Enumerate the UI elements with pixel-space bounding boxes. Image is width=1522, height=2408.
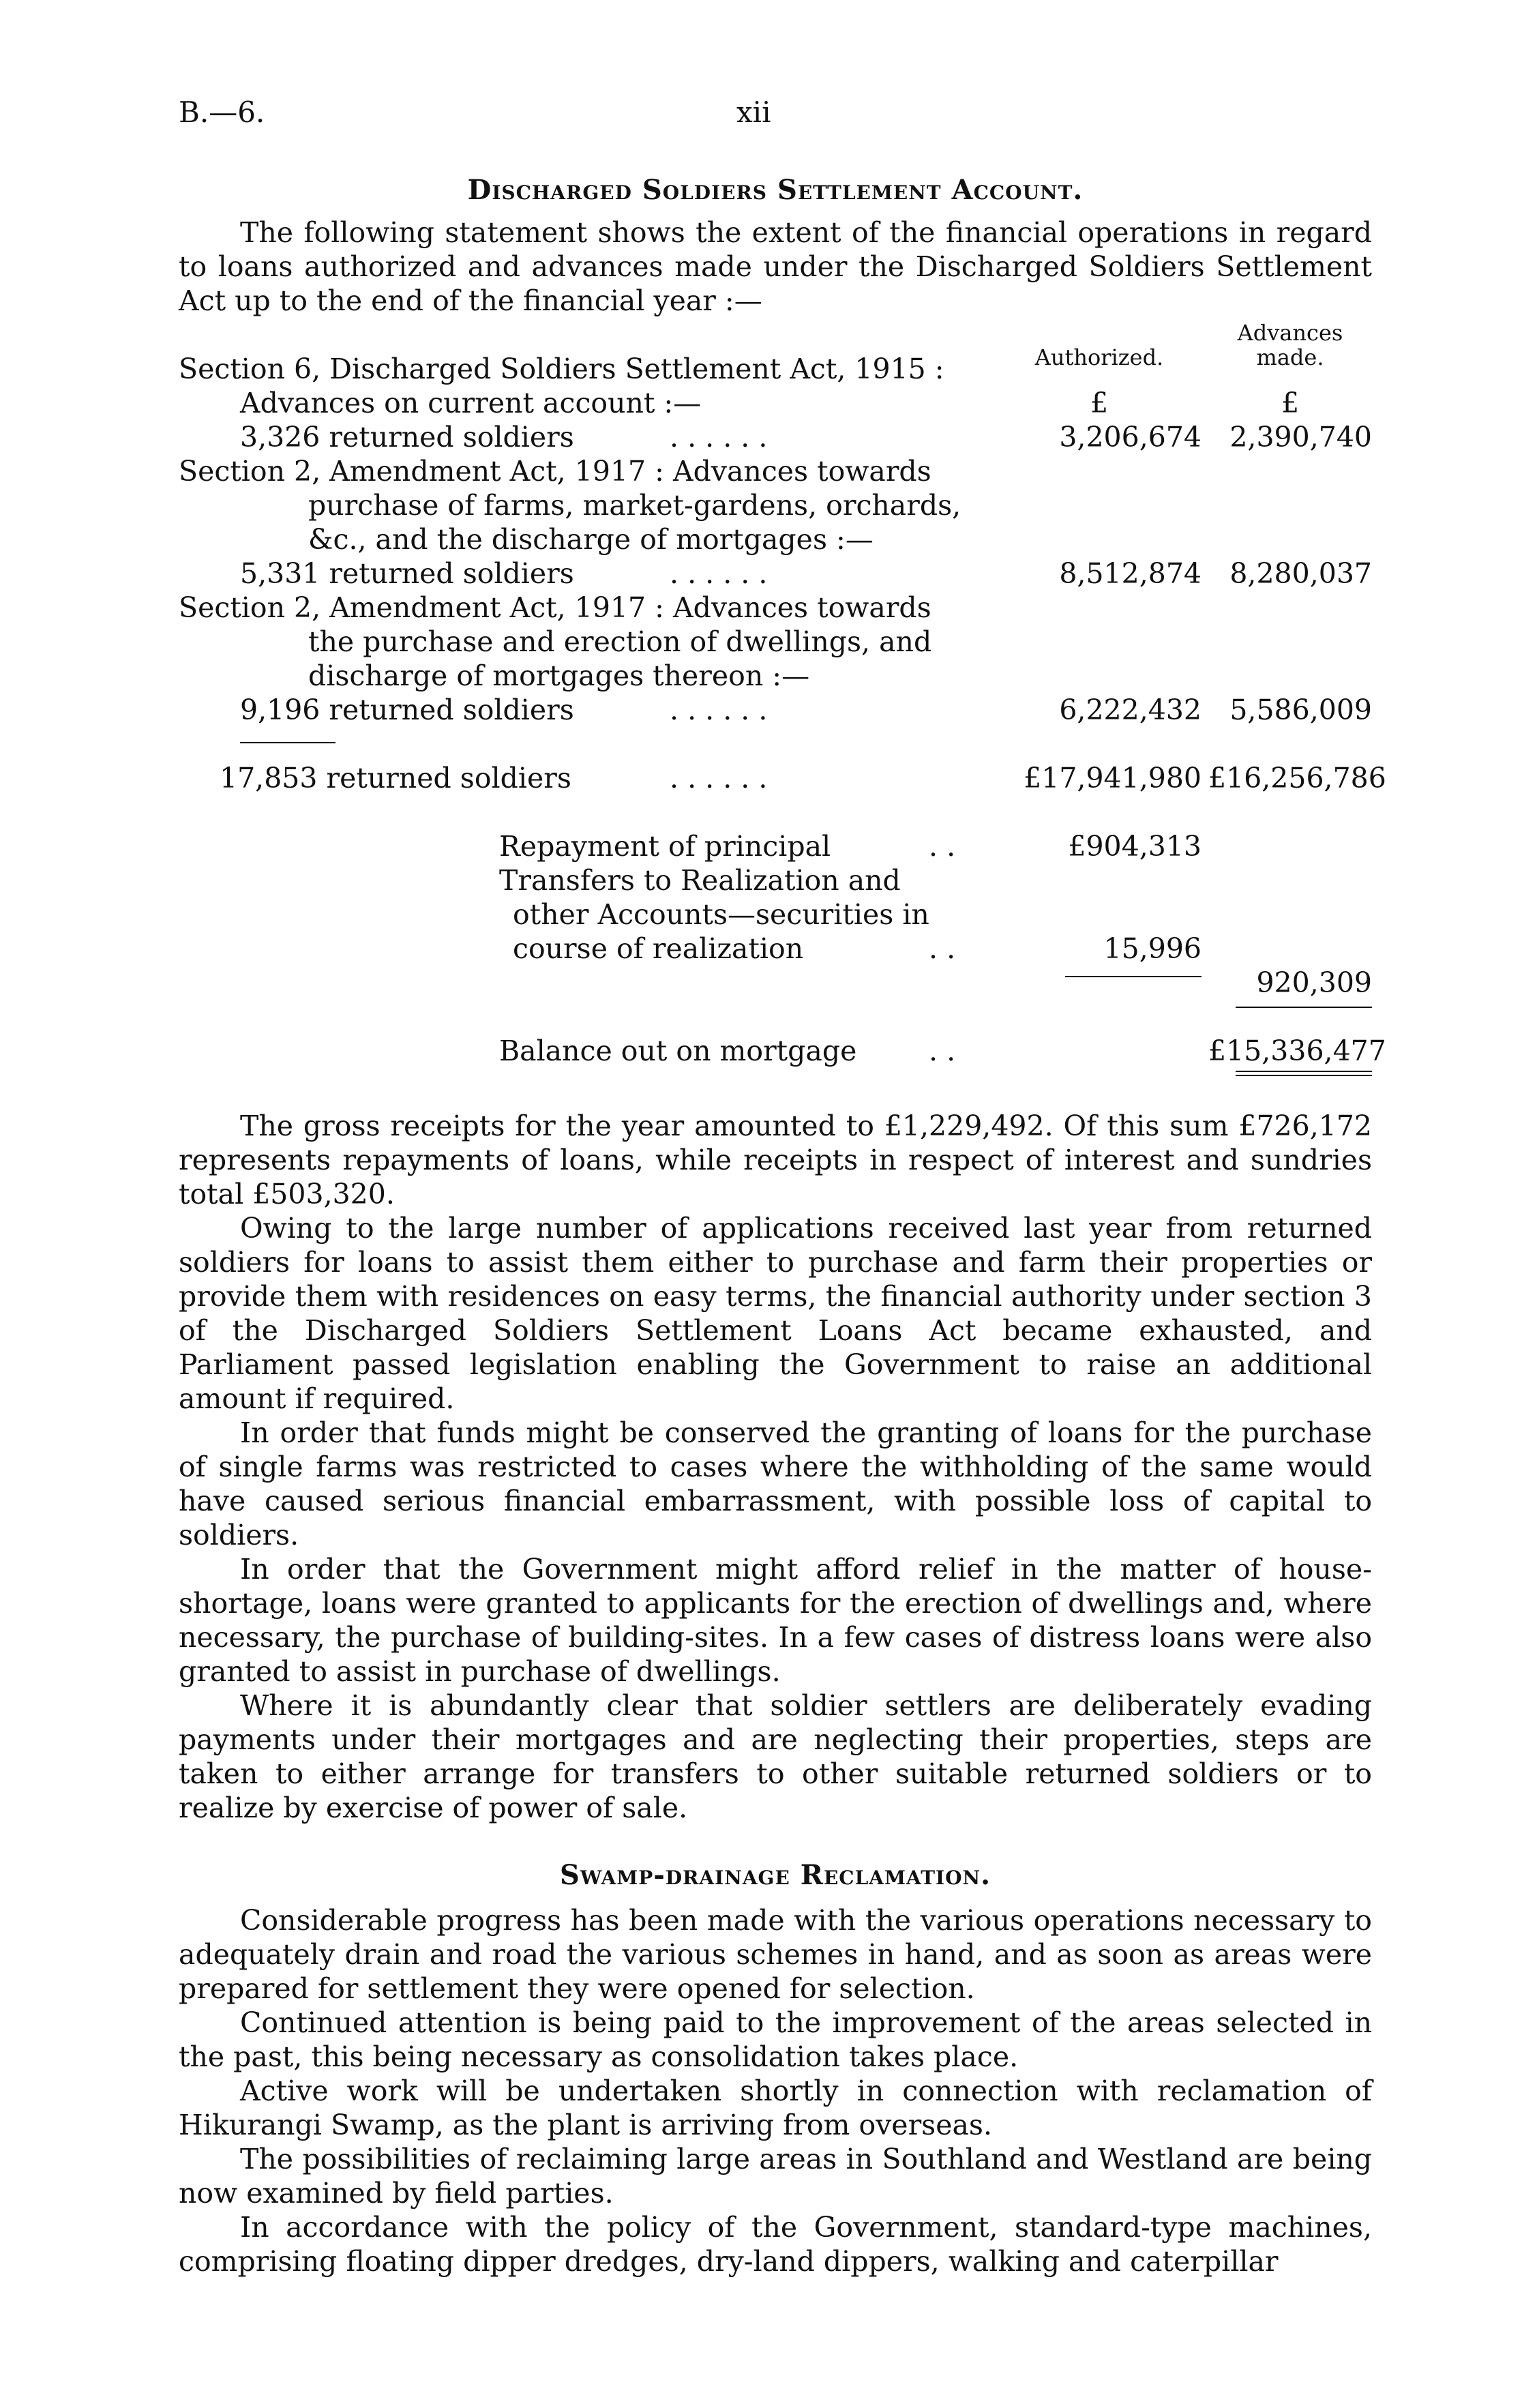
sec6-line1: Section 6, Discharged Soldiers Settlement Act, 1915 : — [179, 353, 944, 385]
currency-mark-authorized: £ — [1090, 387, 1109, 419]
sec2a-line1: Section 2, Amendment Act, 1917 : Advances towards — [179, 455, 931, 488]
transfers-line3: course of realization — [513, 932, 804, 965]
paragraph: Owing to the large number of applications received last year from returned soldiers for loans to assist them either to purchase and farm their properties or provide them with residences on easy terms, the financial authority under section 3 of the Discharged Soldiers Settlement Loans Act became exhausted, and Parliament passed legislation enabling the Government to raise an additional amount if required. — [179, 1212, 1372, 1415]
paragraph: Considerable progress has been made with the various operations necessary to adequately drain and road the various schemes in hand, and as soon as areas were prepared for settlement they were opened for selection. — [179, 1904, 1372, 2005]
total-advances: £16,256,786 — [1208, 762, 1386, 794]
sec6-soldiers: 3,326 returned soldiers — [240, 421, 574, 454]
paragraph: The possibilities of reclaiming large areas in Southland and Westland are being now examined by field parties. — [179, 2143, 1372, 2210]
col-advances-heading-1: Advances — [1237, 320, 1343, 346]
sec2a-soldiers: 5,331 returned soldiers — [240, 557, 574, 590]
account-intro: The following statement shows the extent of the financial operations in regard to loans authorized and advances made under the Discharged Soldiers Settlement Act up to the end of the financial year :— — [179, 216, 1372, 317]
balance-row — [179, 1034, 1386, 1109]
leader-dots: . . . . . . — [670, 694, 768, 726]
repayment-label: Repayment of principal — [499, 830, 831, 863]
sec6-advances: 2,390,740 — [1229, 421, 1372, 454]
balance-value: £15,336,477 — [1208, 1035, 1386, 1067]
sec2b-authorized: 6,222,432 — [1059, 694, 1202, 726]
page-body — [179, 95, 1386, 2278]
sec6-authorized: 3,206,674 — [1059, 421, 1202, 454]
paragraph: In order that the Government might afford relief in the matter of house-shortage, loans were granted to applicants for the erection of dwellings and, where necessary, the purchase of building-sites. In a few cases of distress loans were also granted to assist in purchase of dwellings. — [179, 1553, 1372, 1688]
sec2a-advances: 8,280,037 — [1229, 557, 1372, 590]
sec2b-line1: Section 2, Amendment Act, 1917 : Advances towards — [179, 591, 931, 624]
soldiers-subtotal-rule — [240, 742, 335, 743]
balance-label: Balance out on mortgage — [499, 1035, 857, 1067]
deductions-rule — [1065, 976, 1202, 977]
sec2b-line3: discharge of mortgages thereon :— — [308, 659, 810, 692]
sec2b-advances: 5,586,009 — [1229, 694, 1372, 726]
sec6-line2: Advances on current account :— — [240, 387, 702, 419]
transfers-value: 15,996 — [1103, 932, 1202, 965]
balance-double-rule — [1236, 1071, 1372, 1076]
paragraph: Active work will be undertaken shortly in connection with reclamation of Hikurangi Swamp, as the plant is arriving from overseas. — [179, 2075, 1372, 2141]
deductions-total: 920,309 — [1256, 966, 1372, 999]
paragraph: In accordance with the policy of the Government, standard-type machines, comprising floating dipper dredges, dry-land dippers, walking and caterpillar — [179, 2211, 1372, 2278]
swamp-section-title: Swamp-drainage Reclamation. — [559, 1859, 991, 1891]
leader-dots: . . — [929, 1035, 956, 1067]
leader-dots: . . — [929, 830, 956, 863]
page-number: xii — [736, 95, 771, 129]
account-section-title: Discharged Soldiers Settlement Account. — [467, 174, 1084, 206]
col-authorized-heading: Authorized. — [1034, 344, 1164, 370]
balance-rule — [1236, 1007, 1372, 1008]
sec2b-soldiers: 9,196 returned soldiers — [240, 694, 574, 726]
paragraph: Where it is abundantly clear that soldier settlers are deliberately evading payments under their mortgages and are neglecting their properties, steps are taken to either arrange for transfers to other suitable returned soldiers or to realize by exercise of power of sale. — [179, 1689, 1372, 1824]
transfers-line2: other Accounts—securities in — [513, 898, 929, 931]
sec2b-line2: the purchase and erection of dwellings, and — [308, 625, 932, 658]
paragraph: In order that funds might be conserved the granting of loans for the purchase of single farms was restricted to cases where the withholding of the same would have caused serious financial embarrassment, with possible loss of capital to soldiers. — [179, 1416, 1372, 1551]
paragraph: Continued attention is being paid to the improvement of the areas selected in the past, this being necessary as consolidation takes place. — [179, 2006, 1372, 2073]
total-authorized: £17,941,980 — [1024, 762, 1202, 794]
page-reference: B.—6. — [179, 95, 265, 129]
leader-dots: . . — [929, 932, 956, 965]
leader-dots: . . . . . . — [670, 557, 768, 590]
col-advances-heading-2: made. — [1256, 344, 1324, 370]
leader-dots: . . . . . . — [670, 762, 768, 794]
transfers-line1: Transfers to Realization and — [499, 864, 901, 897]
sec2a-line2: purchase of farms, market-gardens, orchards, — [308, 489, 961, 522]
sec2a-line3: &c., and the discharge of mortgages :— — [308, 523, 874, 556]
account-statement — [179, 318, 1386, 1034]
currency-mark-advances: £ — [1281, 387, 1300, 419]
repayment-value: £904,313 — [1068, 830, 1202, 863]
paragraph: The gross receipts for the year amounted to £1,229,492. Of this sum £726,172 represents repayments of loans, while receipts in respect of interest and sundries total £503,320. — [179, 1110, 1372, 1210]
total-soldiers: 17,853 returned soldiers — [220, 762, 571, 794]
leader-dots: . . . . . . — [670, 421, 768, 454]
sec2a-authorized: 8,512,874 — [1059, 557, 1202, 590]
